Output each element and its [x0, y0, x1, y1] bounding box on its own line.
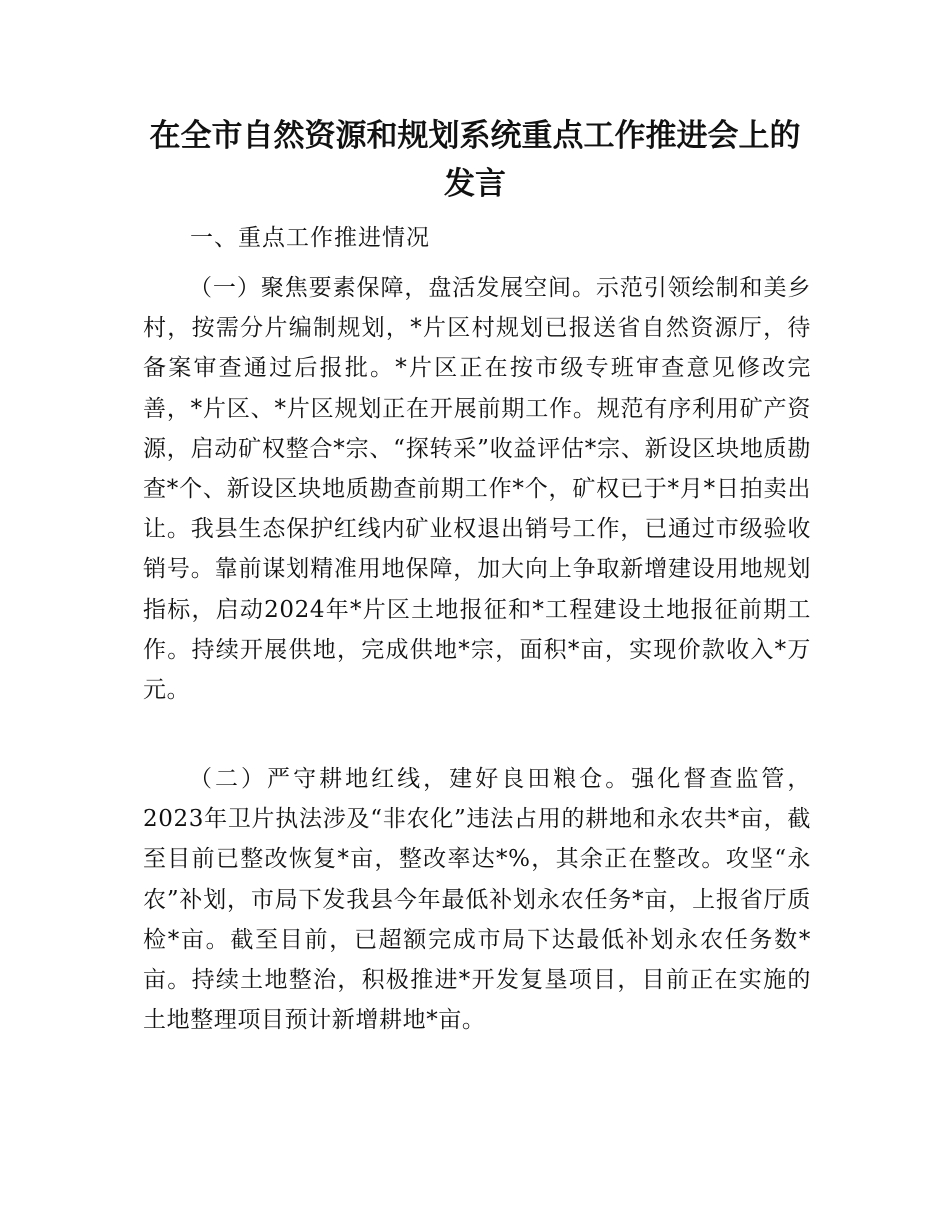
paragraph-2: （二）严守耕地红线，建好良田粮仓。强化督查监管，2023年卫片执法涉及“非农化”违法占用的耕地和永农共*亩，截至目前已整改恢复*亩，整改率达*%，其余正在整改。攻坚“永农”补划，市局下发我县今年最低补划永农任务*亩，上报省厅质检*亩。截至目前，已超额完成市局下达最低补划永农任务数*亩。持续土地整治，积极推进*开发复垦项目，目前正在实施的土地整理项目预计新增耕地*亩。	[143, 766, 811, 1034]
section-heading: 一、重点工作推进情况	[190, 225, 430, 251]
paragraph-1: （一）聚焦要素保障，盘活发展空间。示范引领绘制和美乡村，按需分片编制规划，*片区村规划已报送省自然资源厅，待备案审查通过后报批。*片区正在按市级专班审查意见修改完善，*片区、*片区规划正在开展前期工作。规范有序利用矿产资源，启动矿权整合*宗、“探转采”收益评估*宗、新设区块地质勘查*个、新设区块地质勘查前期工作*个，矿权已于*月*日拍卖出让。我县生态保护红线内矿业权退出销号工作，已通过市级验收销号。靠前谋划精准用地保障，加大向上争取新增建设用地规划指标，启动2024年*片区土地报征和*工程建设土地报征前期工作。持续开展供地，完成供地*宗，面积*亩，实现价款收入*万元。	[143, 275, 811, 704]
document-title: 在全市自然资源和规划系统重点工作推进会上的发言	[149, 118, 801, 202]
